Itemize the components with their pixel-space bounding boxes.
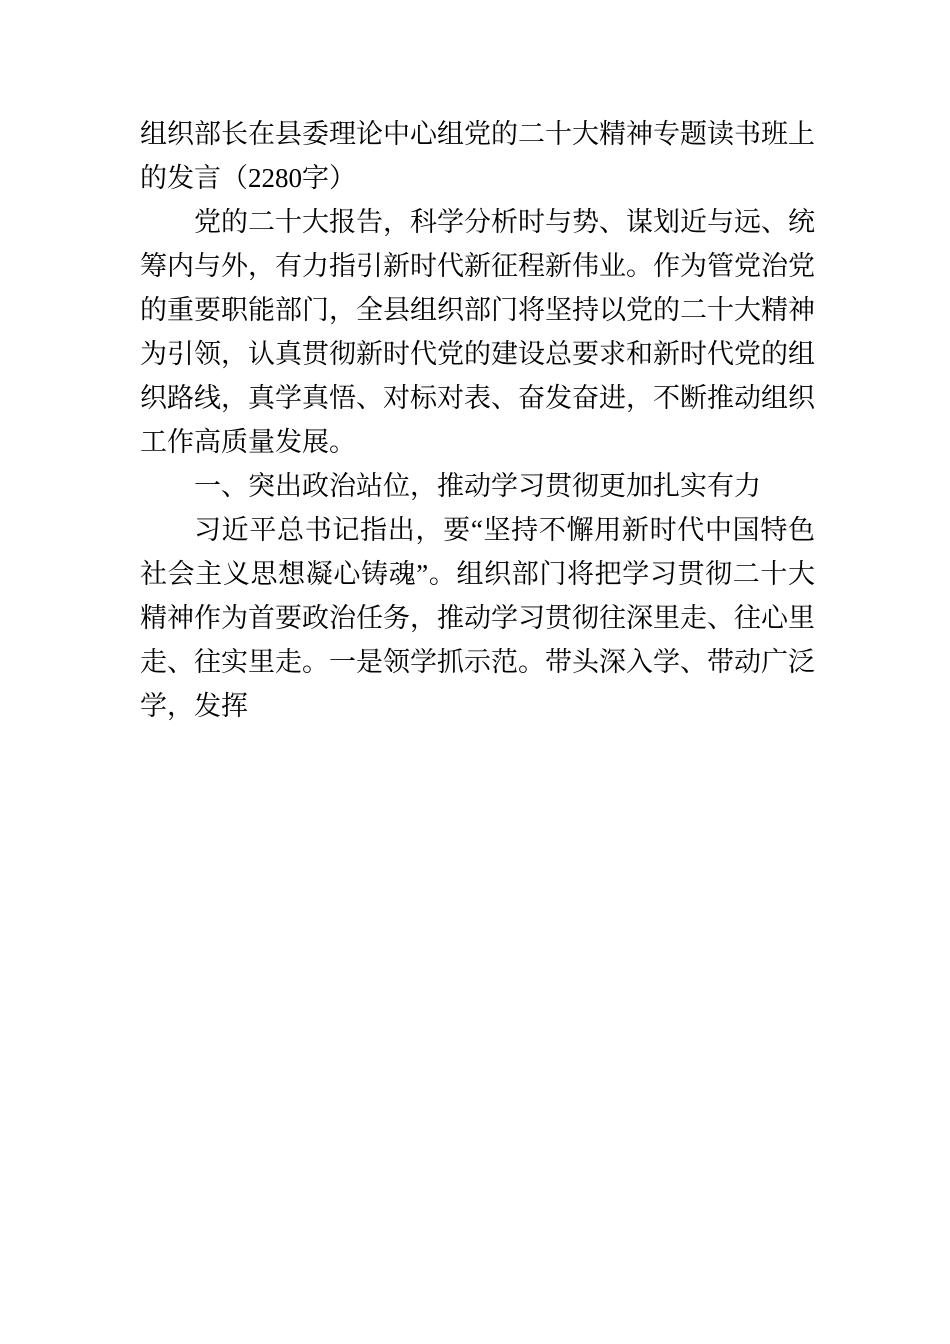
intro-paragraph: 党的二十大报告，科学分析时与势、谋划近与远、统筹内与外，有力指引新时代新征程新伟业。作为管党治党的重要职能部门，全县组织部门将坚持以党的二十大精神为引领，认真贯彻新时代党的建设总要求和新时代党的组织路线，真学真悟、对标对表、奋发奋进，不断推动组织工作高质量发展。 (140, 207, 815, 457)
section-1-paragraph: 习近平总书记指出，要“坚持不懈用新时代中国特色社会主义思想凝心铸魂”。组织部门将把学习贯彻二十大精神作为首要政治任务，推动学习贯彻往深里走、往心里走、往实里走。一是领学抓示范。带头深入学、带动广泛学，发挥 (140, 515, 815, 721)
document-title: 组织部长在县委理论中心组党的二十大精神专题读书班上的发言（2280字） (140, 119, 815, 193)
section-1-heading: 一、突出政治站位，推动学习贯彻更加扎实有力 (194, 471, 761, 501)
document-content (140, 112, 815, 728)
